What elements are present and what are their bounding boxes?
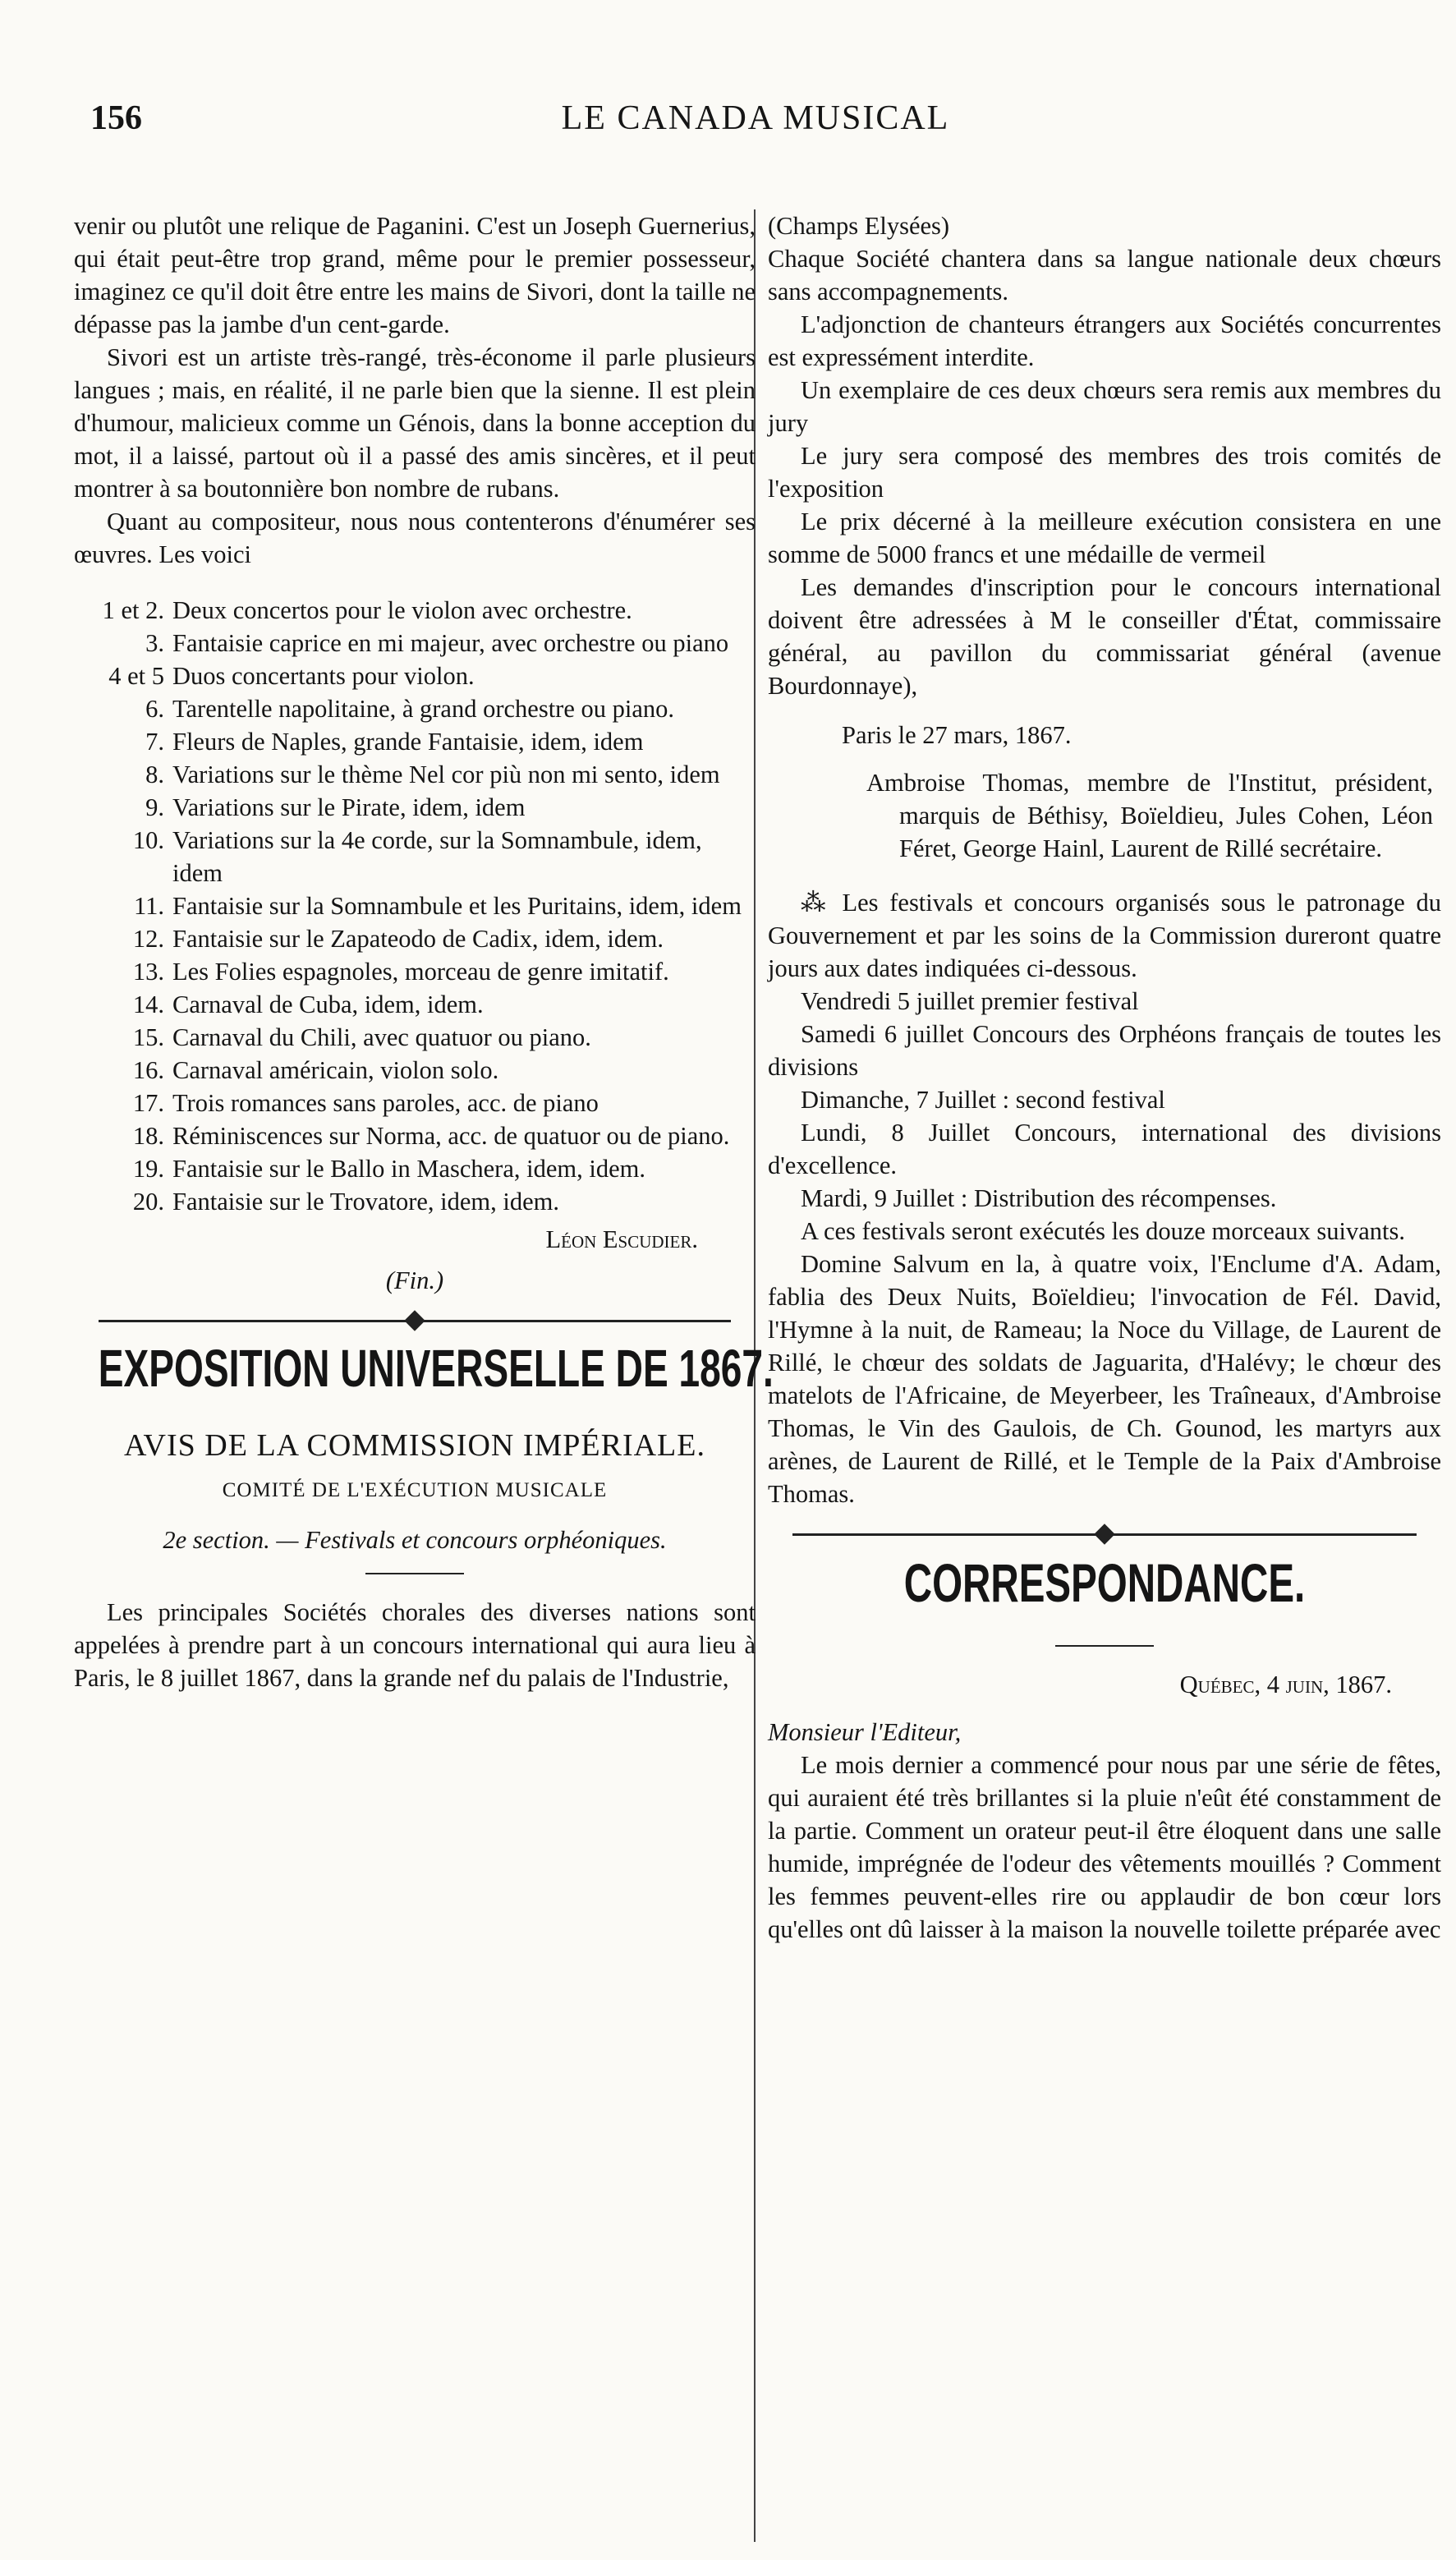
paragraph: (Champs Elysées) <box>768 212 950 240</box>
paragraph: Quant au compositeur, nous nous contenterons d'énumérer ses œuvres. Les voici <box>74 508 756 568</box>
work-title: Variations sur le Pirate, idem, idem <box>172 793 526 821</box>
work-item <box>74 1185 756 1218</box>
work-number: 15. <box>132 1023 164 1051</box>
work-item <box>74 758 756 791</box>
work-number: 11. <box>134 892 164 920</box>
avis-heading: AVIS DE LA COMMISSION IMPÉRIALE. <box>124 1428 705 1463</box>
signatories: Ambroise Thomas, membre de l'Institut, président, marquis de Béthisy, Boïeldieu, Jules Cohen, Léon Féret, George Hainl, Laurent de Rillé secrétaire. <box>866 769 1433 862</box>
asterism: ⁂ <box>801 889 831 917</box>
page-number: 156 <box>90 99 142 137</box>
work-item <box>74 725 756 758</box>
paragraph: A ces festivals seront exécutés les douze morceaux suivants. <box>801 1217 1406 1245</box>
ornament-diamond <box>1094 1524 1114 1544</box>
comite-heading: COMITÉ DE L'EXÉCUTION MUSICALE <box>222 1479 608 1501</box>
work-item <box>74 692 756 725</box>
work-number: 20. <box>132 1188 164 1216</box>
paragraph: L'adjonction de chanteurs étrangers aux Sociétés concurrentes est expressément interdite. <box>768 310 1441 371</box>
letter-dateline: Québec, 4 juin, 1867. <box>1179 1671 1392 1698</box>
correspondance-heading: CORRESPONDANCE. <box>903 1552 1306 1613</box>
end-marker: (Fin.) <box>385 1266 444 1294</box>
festival-day: Mardi, 9 Juillet : Distribution des récompenses. <box>801 1184 1277 1212</box>
paragraph: Domine Salvum en la, à quatre voix, l'Enclume d'A. Adam, fablia des Deux Nuits, Boïeldieu; l'invocation de Fél. David, l'Hymne à la nuit, de Rameau; la Noce du Village, de Laurent de Rillé, le chœur des soldats de Jaguarita, d'Halévy; le chœur des matelots de l'Africaine, de Meyerbeer, les Traîneaux, d'Ambroise Thomas, le Vin des Gaulois, de Ch. Gounod, les martyrs aux arènes, de Laurent de Rillé, et le Temple de la Paix d'Ambroise Thomas. <box>768 1250 1441 1508</box>
work-number: 7. <box>145 728 164 756</box>
work-item <box>74 955 756 988</box>
work-number: 10. <box>132 826 164 854</box>
work-title: Fantaisie sur le Zapateodo de Cadix, idem, idem. <box>172 925 664 953</box>
work-title: Carnaval du Chili, avec quatuor ou piano. <box>172 1023 591 1051</box>
festival-day: Samedi 6 juillet Concours des Orphéons français de toutes les divisions <box>768 1020 1441 1081</box>
dated-line: Paris le 27 mars, 1867. <box>842 721 1072 749</box>
stars-paragraph <box>768 886 1441 985</box>
work-title: Deux concertos pour le violon avec orchestre. <box>172 596 632 624</box>
exposition-heading: EXPOSITION UNIVERSELLE DE 1867. <box>98 1339 774 1398</box>
work-title: Fantaisie caprice en mi majeur, avec orchestre ou piano <box>172 629 729 657</box>
festival-day: Lundi, 8 Juillet Concours, international des divisions d'excellence. <box>768 1119 1441 1179</box>
work-number: 8. <box>145 761 164 788</box>
work-item <box>74 988 756 1021</box>
short-rule <box>365 1573 464 1574</box>
festival-day: Vendredi 5 juillet premier festival <box>801 987 1139 1015</box>
work-title: Fantaisie sur le Trovatore, idem, idem. <box>172 1188 559 1216</box>
author-signature: Léon Escudier. <box>545 1225 698 1253</box>
work-title: Fantaisie sur la Somnambule et les Puritains, idem, idem <box>172 892 742 920</box>
work-number: 14. <box>132 990 164 1018</box>
paragraph: Les principales Sociétés chorales des diverses nations sont appelées à prendre part à un concours international qui aura lieu à Paris, le 8 juillet 1867, dans la grande nef du palais de l'Industrie, <box>74 1598 756 1692</box>
section-ornament <box>74 1308 756 1333</box>
paragraph: Un exemplaire de ces deux chœurs sera remis aux membres du jury <box>768 376 1441 437</box>
paragraph: Chaque Société chantera dans sa langue nationale deux chœurs sans accompagnements. <box>768 245 1441 306</box>
work-item <box>74 594 756 627</box>
work-number: 16. <box>132 1056 164 1084</box>
work-number: 12. <box>132 925 164 953</box>
work-number: 18. <box>132 1122 164 1150</box>
section-heading: 2e section. — Festivals et concours orphéoniques. <box>163 1526 667 1554</box>
page-header <box>90 99 1421 148</box>
work-item <box>74 889 756 922</box>
work-title: Carnaval de Cuba, idem, idem. <box>172 990 484 1018</box>
work-item <box>74 660 756 692</box>
work-item <box>74 1054 756 1087</box>
paragraph: Les demandes d'inscription pour le concours international doivent être adressées à M le conseiller d'État, commissaire général, au pavillon du commissariat général (avenue Bourdonnaye), <box>768 573 1441 700</box>
work-item <box>74 1021 756 1054</box>
work-number: 9. <box>145 793 164 821</box>
paragraph: Sivori est un artiste très-rangé, très-économe il parle plusieurs langues ; mais, en réalité, il ne parle bien que la sienne. Il est plein d'humour, malicieux comme un Génois, dans la bonne acception du mot, il a laissé, partout où il a passé des amis sincères, et il peut montrer à sa boutonnière bon nombre de rubans. <box>74 343 756 503</box>
work-number: 6. <box>145 695 164 723</box>
work-item <box>74 791 756 824</box>
work-number: 1 et 2. <box>102 596 164 624</box>
right-column <box>768 209 1441 1946</box>
work-number: 4 et 5 <box>108 662 164 690</box>
work-title: Duos concertants pour violon. <box>172 662 475 690</box>
letter-salutation: Monsieur l'Editeur, <box>768 1718 962 1746</box>
work-title: Tarentelle napolitaine, à grand orchestre ou piano. <box>172 695 674 723</box>
work-title: Trois romances sans paroles, acc. de piano <box>172 1089 599 1117</box>
paragraph: Le prix décerné à la meilleure exécution consistera en une somme de 5000 francs et une médaille de vermeil <box>768 508 1441 568</box>
paragraph: Le jury sera composé des membres des trois comités de l'exposition <box>768 442 1441 503</box>
work-number: 19. <box>132 1155 164 1183</box>
works-list <box>74 594 756 1218</box>
work-item <box>74 627 756 660</box>
work-title: Réminiscences sur Norma, acc. de quatuor ou de piano. <box>172 1122 730 1150</box>
short-rule <box>1055 1645 1154 1647</box>
left-column <box>74 209 774 1694</box>
work-number: 3. <box>145 629 164 657</box>
work-number: 13. <box>132 958 164 986</box>
work-item <box>74 1152 756 1185</box>
work-title: Variations sur le thème Nel cor più non mi sento, idem <box>172 761 720 788</box>
work-title: Variations sur la 4e corde, sur la Somnambule, idem, idem <box>172 826 702 887</box>
work-item <box>74 1119 756 1152</box>
letter-body: Le mois dernier a commencé pour nous par une série de fêtes, qui auraient été très brillantes si la pluie n'eût été constamment de la partie. Comment un orateur peut-il être éloquent dans une salle humide, imprégnée de l'odeur des vêtements mouillés ? Comment les femmes peuvent-elles rire ou applaudir de bon cœur lors qu'elles ont dû laisser à la maison la nouvelle toilette préparée avec <box>768 1751 1441 1943</box>
ornament-diamond <box>404 1310 425 1331</box>
section-ornament <box>768 1522 1441 1547</box>
work-number: 17. <box>132 1089 164 1117</box>
work-item <box>74 824 756 889</box>
work-item <box>74 1087 756 1119</box>
work-title: Fleurs de Naples, grande Fantaisie, idem, idem <box>172 728 644 756</box>
journal-title: LE CANADA MUSICAL <box>561 99 950 137</box>
work-title: Carnaval américain, violon solo. <box>172 1056 499 1084</box>
paragraph: venir ou plutôt une relique de Paganini. C'est un Joseph Guernerius, qui était peut-être trop grand, même pour le premier possesseur, imaginez ce qu'il doit être entre les mains de Sivori, dont la taille ne dépasse pas la jambe d'un cent-garde. <box>74 212 756 338</box>
work-item <box>74 922 756 955</box>
work-title: Les Folies espagnoles, morceau de genre imitatif. <box>172 958 669 986</box>
work-title: Fantaisie sur le Ballo in Maschera, idem, idem. <box>172 1155 645 1183</box>
festival-day: Dimanche, 7 Juillet : second festival <box>801 1086 1165 1114</box>
paragraph-text: Les festivals et concours organisés sous le patronage du Gouvernement et par les soins de la Commission dureront quatre jours aux dates indiquées ci-dessous. <box>768 889 1442 982</box>
